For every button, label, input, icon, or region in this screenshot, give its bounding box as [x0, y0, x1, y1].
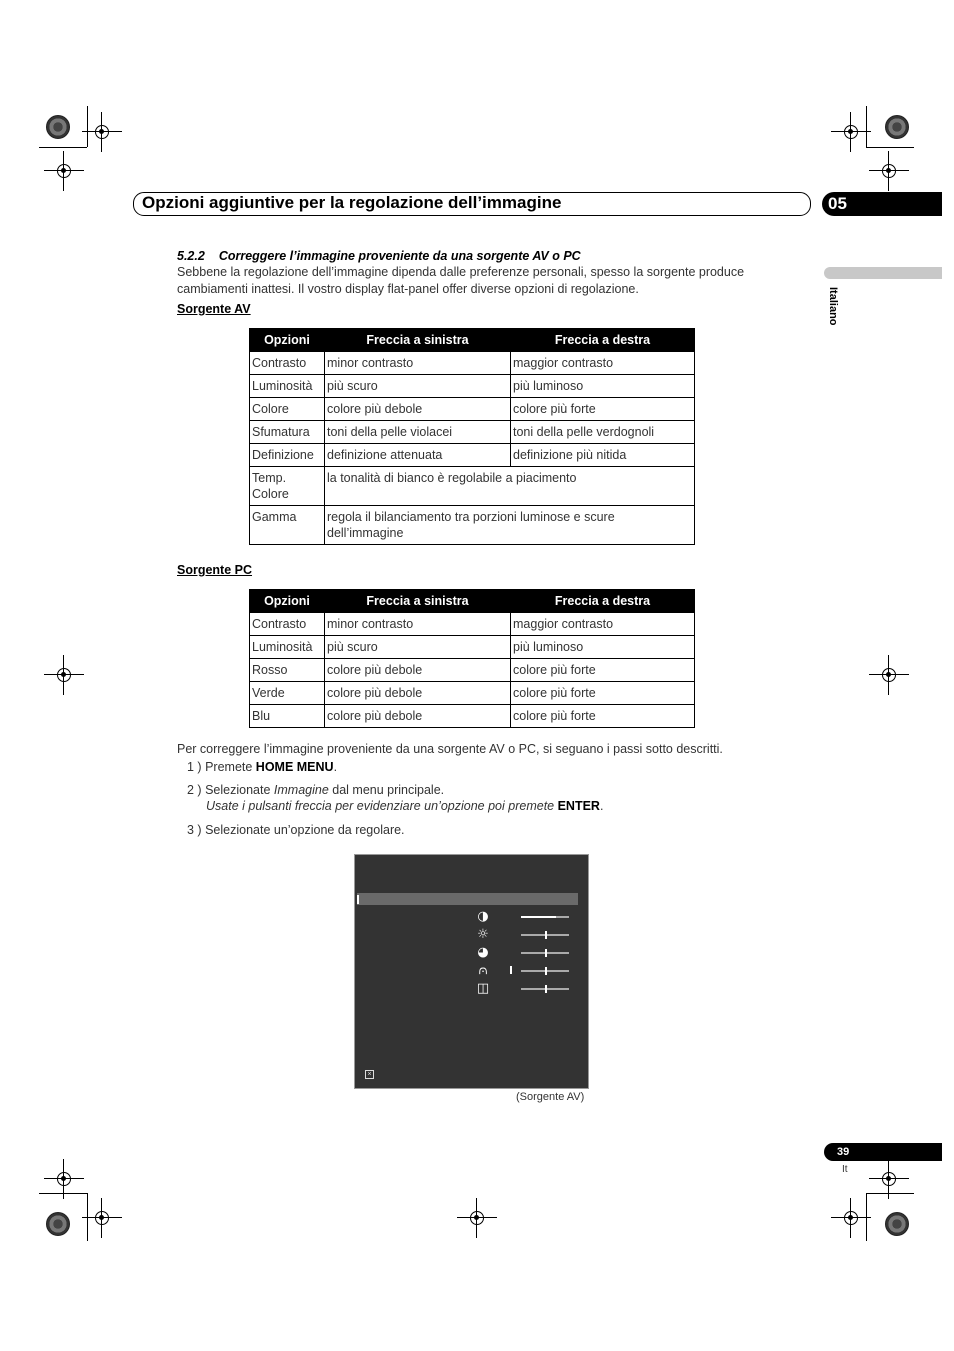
column-header: Freccia a destra — [511, 329, 695, 352]
registration-circle — [885, 1212, 909, 1236]
option-cell: Contrasto — [250, 613, 325, 636]
osd-slider-fill — [521, 916, 556, 918]
column-header: Opzioni — [250, 590, 325, 613]
left-arrow-cell: minor contrasto — [325, 613, 511, 636]
option-line: Colore — [252, 487, 289, 501]
language-tab — [824, 267, 942, 279]
left-arrow-cell: colore più debole — [325, 398, 511, 421]
registration-circle — [885, 115, 909, 139]
crosshair-mark — [457, 1198, 497, 1238]
left-arrow-cell: toni della pelle violacei — [325, 421, 511, 444]
step-end: . — [333, 760, 338, 774]
description-line: regola il bilanciamento tra porzioni luminose e scure — [327, 510, 615, 524]
step-sub-text: Usate i pulsanti freccia per evidenziare un’opzione poi premete — [206, 799, 558, 813]
table-row — [250, 682, 695, 705]
step-text: Selezionate — [205, 783, 274, 797]
table-row — [250, 398, 695, 421]
crosshair-mark — [831, 112, 871, 152]
crosshair-mark — [44, 655, 84, 695]
option-cell: Gamma — [250, 506, 325, 545]
step-number: 2 ) — [187, 783, 202, 797]
option-cell: Definizione — [250, 444, 325, 467]
osd-slider-knob[interactable] — [545, 985, 547, 993]
osd-cursor-mark — [357, 895, 359, 904]
column-header: Freccia a destra — [511, 590, 695, 613]
left-arrow-cell: più scuro — [325, 375, 511, 398]
table-row — [250, 659, 695, 682]
right-arrow-cell: più luminoso — [511, 636, 695, 659]
osd-slider-track[interactable] — [521, 970, 569, 972]
option-cell: Sfumatura — [250, 421, 325, 444]
step-end: . — [599, 799, 604, 813]
osd-slider-row[interactable] — [475, 963, 575, 979]
av-table-heading: Sorgente AV — [177, 302, 251, 316]
right-arrow-cell: definizione più nitida — [511, 444, 695, 467]
color-icon: ◕ — [477, 945, 489, 960]
intro-line: cambiamenti inattesi. Il vostro display flat-panel offer diverse opzioni di regolazione. — [177, 282, 639, 296]
steps-intro: Per correggere l’immagine proveniente da una sorgente AV o PC, si seguano i passi sotto descritti. — [177, 742, 723, 756]
crosshair-mark — [44, 151, 84, 191]
intro-paragraph — [177, 264, 777, 298]
option-cell: Rosso — [250, 659, 325, 682]
description-cell: la tonalità di bianco è regolabile a piacimento — [325, 467, 695, 506]
osd-slider-row[interactable] — [475, 981, 575, 997]
osd-highlight-bar — [357, 893, 578, 905]
right-arrow-cell: toni della pelle verdognoli — [511, 421, 695, 444]
column-header: Opzioni — [250, 329, 325, 352]
section-heading — [177, 249, 581, 263]
table-row — [250, 613, 695, 636]
option-cell — [250, 467, 325, 506]
osd-slider-row[interactable] — [475, 927, 575, 943]
pc-table-heading: Sorgente PC — [177, 563, 253, 577]
step-menu-name: Immagine — [273, 783, 329, 797]
right-arrow-cell: colore più forte — [511, 682, 695, 705]
right-arrow-cell: colore più forte — [511, 705, 695, 728]
table-header-row — [250, 329, 695, 352]
intro-line: Sebbene la regolazione dell’immagine dipenda dalle preferenze personali, spesso la sorgente produce — [177, 265, 745, 279]
crosshair-mark — [869, 655, 909, 695]
left-arrow-cell: colore più debole — [325, 659, 511, 682]
crop-line — [87, 106, 88, 147]
brightness-icon: ☼ — [477, 927, 489, 942]
av-options-table — [249, 328, 695, 545]
tint-icon: ⩀ — [478, 963, 488, 978]
osd-slider-track[interactable] — [521, 988, 569, 990]
step-number: 3 ) — [187, 823, 202, 837]
option-cell: Colore — [250, 398, 325, 421]
crop-line — [39, 1193, 87, 1194]
crop-line — [866, 147, 914, 148]
crop-line — [866, 106, 867, 147]
page-language: It — [842, 1164, 848, 1175]
step-key: HOME MENU — [255, 760, 334, 774]
column-header: Freccia a sinistra — [325, 329, 511, 352]
section-number: 5.2.2 — [177, 249, 205, 263]
step-number: 1 ) — [187, 760, 202, 774]
crop-line — [866, 1193, 867, 1241]
table-row — [250, 444, 695, 467]
section-title: Correggere l’immagine proveniente da una sorgente AV o PC — [218, 249, 581, 263]
registration-circle — [46, 1212, 70, 1236]
osd-slider-row[interactable] — [475, 945, 575, 961]
description-line: dell’immagine — [327, 526, 404, 540]
right-arrow-cell: maggior contrasto — [511, 613, 695, 636]
language-label: Italiano — [827, 287, 839, 326]
crosshair-mark — [82, 1198, 122, 1238]
right-arrow-cell: colore più forte — [511, 398, 695, 421]
right-arrow-cell: più luminoso — [511, 375, 695, 398]
step-2-sub — [206, 798, 603, 814]
osd-slider-knob[interactable] — [545, 967, 547, 975]
osd-selection-mark — [510, 966, 512, 974]
option-cell: Contrasto — [250, 352, 325, 375]
left-arrow-cell: definizione attenuata — [325, 444, 511, 467]
crosshair-mark — [869, 151, 909, 191]
step-3 — [187, 822, 405, 838]
option-cell: Luminosità — [250, 375, 325, 398]
osd-slider-knob[interactable] — [545, 949, 547, 957]
step-rest: dal menu principale. — [328, 783, 445, 797]
table-row — [250, 375, 695, 398]
left-arrow-cell: minor contrasto — [325, 352, 511, 375]
step-key: ENTER — [557, 799, 600, 813]
option-line: Temp. — [252, 471, 287, 485]
step-1 — [187, 759, 337, 775]
crosshair-mark — [831, 1198, 871, 1238]
crosshair-mark — [82, 112, 122, 152]
table-row — [250, 467, 695, 506]
page-number: 39 — [824, 1143, 942, 1161]
page-title: Opzioni aggiuntive per la regolazione dell’immagine — [142, 193, 562, 212]
table-row — [250, 506, 695, 545]
close-icon[interactable]: × — [365, 1070, 374, 1079]
pc-options-table — [249, 589, 695, 728]
left-arrow-cell: colore più debole — [325, 682, 511, 705]
table-row — [250, 636, 695, 659]
osd-caption: (Sorgente AV) — [516, 1091, 585, 1103]
osd-slider-row[interactable] — [475, 909, 575, 925]
osd-slider-knob[interactable] — [545, 931, 547, 939]
option-cell: Verde — [250, 682, 325, 705]
left-arrow-cell: più scuro — [325, 636, 511, 659]
right-arrow-cell: maggior contrasto — [511, 352, 695, 375]
contrast-icon: ◑ — [477, 909, 489, 924]
crop-line — [866, 1193, 914, 1194]
chapter-badge: 05 — [822, 192, 942, 216]
step-text: Premete — [205, 760, 256, 774]
right-arrow-cell: colore più forte — [511, 659, 695, 682]
option-cell: Luminosità — [250, 636, 325, 659]
step-text: Selezionate un’opzione da regolare. — [205, 823, 405, 837]
option-cell: Blu — [250, 705, 325, 728]
crop-line — [39, 147, 87, 148]
table-row — [250, 705, 695, 728]
crop-line — [87, 1193, 88, 1241]
table-row — [250, 352, 695, 375]
description-cell — [325, 506, 695, 545]
osd-slider-track[interactable] — [521, 934, 569, 936]
registration-circle — [46, 115, 70, 139]
sharpness-icon: ◫ — [476, 981, 490, 996]
left-arrow-cell: colore più debole — [325, 705, 511, 728]
osd-slider-track[interactable] — [521, 916, 569, 918]
table-row — [250, 421, 695, 444]
table-header-row — [250, 590, 695, 613]
step-2 — [187, 782, 444, 798]
osd-screen — [354, 854, 589, 1089]
osd-slider-track[interactable] — [521, 952, 569, 954]
column-header: Freccia a sinistra — [325, 590, 511, 613]
